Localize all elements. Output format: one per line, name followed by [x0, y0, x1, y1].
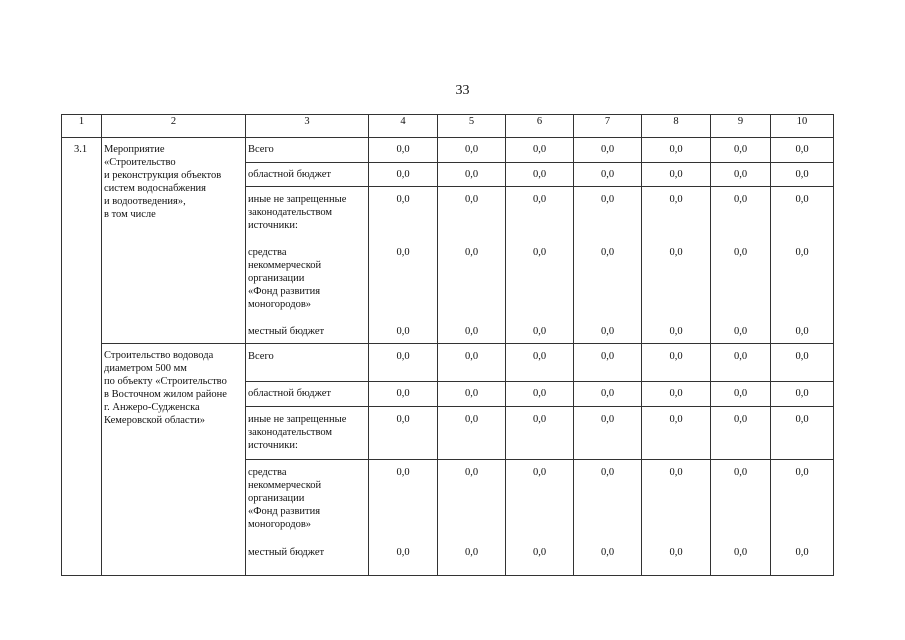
funding-source: средства некоммерческой организации «Фонд развития моногородов»: [248, 467, 322, 530]
value-cell: 0,0: [733, 169, 748, 180]
value-cell: 0,0: [464, 144, 479, 155]
value-cell: 0,0: [600, 144, 615, 155]
value-cell: 0,0: [600, 169, 615, 180]
value-cell: 0,0: [532, 194, 547, 205]
value-cell: 0,0: [396, 247, 410, 258]
value-cell: 0,0: [396, 414, 410, 425]
value-cell: 0,0: [600, 194, 615, 205]
header-cell: 6: [506, 115, 574, 138]
header-cell: 4: [369, 115, 438, 138]
value-cell: 0,0: [464, 467, 479, 478]
value-cell: 0,0: [600, 467, 615, 478]
value-cell: 0,0: [733, 351, 748, 362]
value-cell: 0,0: [669, 414, 683, 425]
table-row: [62, 138, 834, 163]
value-cell: 0,0: [795, 169, 809, 180]
funding-source: местный бюджет: [248, 547, 325, 558]
value-cell: 0,0: [532, 326, 547, 337]
value-cell: 0,0: [464, 326, 479, 337]
value-cell: 0,0: [464, 351, 479, 362]
value-cell: 0,0: [600, 326, 615, 337]
value-cell: 0,0: [669, 351, 683, 362]
funding-source: областной бюджет: [248, 169, 331, 180]
header-cell: 10: [771, 115, 834, 138]
value-cell: 0,0: [733, 144, 748, 155]
value-cell: 0,0: [396, 388, 410, 399]
header-cell: 9: [711, 115, 771, 138]
value-cell: 0,0: [396, 326, 410, 337]
funding-source: иные не запрещенные законодательством источники:: [248, 194, 347, 231]
value-cell: 0,0: [532, 169, 547, 180]
page-number: 33: [455, 83, 470, 98]
value-cell: 0,0: [396, 467, 410, 478]
value-cell: 0,0: [795, 326, 809, 337]
value-cell: 0,0: [669, 326, 683, 337]
value-cell: 0,0: [464, 169, 479, 180]
value-cell: 0,0: [795, 194, 809, 205]
value-cell: 0,0: [600, 247, 615, 258]
value-cell: 0,0: [795, 467, 809, 478]
value-cell: 0,0: [532, 547, 547, 558]
value-cell: 0,0: [396, 351, 410, 362]
value-cell: 0,0: [795, 547, 809, 558]
header-cell: 3: [246, 115, 369, 138]
value-cell: 0,0: [396, 194, 410, 205]
value-cell: 0,0: [795, 144, 809, 155]
header-cell: 8: [642, 115, 711, 138]
value-cell: 0,0: [396, 547, 410, 558]
header-cell: 5: [438, 115, 506, 138]
value-cell: 0,0: [464, 388, 479, 399]
value-cell: 0,0: [532, 388, 547, 399]
funding-source: местный бюджет: [248, 326, 325, 337]
header-cell: 2: [102, 115, 246, 138]
funding-source: иные не запрещенные законодательством источники:: [248, 414, 347, 451]
value-cell: 0,0: [795, 414, 809, 425]
value-cell: 0,0: [733, 247, 748, 258]
measure-description: Строительство водовода диаметром 500 мм по объекту «Строительство в Восточном жилом районе г. Анжеро-Судженска Кемеровской области»: [102, 344, 246, 576]
value-cell: 0,0: [396, 169, 410, 180]
value-cell: 0,0: [733, 326, 748, 337]
value-cell: 0,0: [464, 547, 479, 558]
value-cell: 0,0: [669, 247, 683, 258]
value-cell: 0,0: [669, 194, 683, 205]
value-cell: 0,0: [600, 388, 615, 399]
value-cell: 0,0: [669, 144, 683, 155]
value-cell: 0,0: [733, 467, 748, 478]
funding-source: областной бюджет: [248, 388, 331, 399]
value-cell: 0,0: [795, 351, 809, 362]
value-cell: 0,0: [600, 351, 615, 362]
row-number: 3.1: [62, 138, 102, 576]
value-cell: 0,0: [532, 467, 547, 478]
budget-table: [61, 114, 834, 576]
value-cell: 0,0: [795, 247, 809, 258]
value-cell: 0,0: [464, 247, 479, 258]
measure-description: Мероприятие «Строительство и реконструкция объектов систем водоснабжения и водоотведения», в том числе: [102, 138, 246, 344]
table-row: [62, 344, 834, 382]
value-cell: 0,0: [795, 388, 809, 399]
funding-source: средства некоммерческой организации «Фонд развития моногородов»: [248, 247, 322, 310]
funding-source: Всего: [248, 144, 274, 155]
value-cell: 0,0: [733, 547, 748, 558]
funding-source: Всего: [248, 351, 274, 362]
value-cell: 0,0: [532, 144, 547, 155]
value-cell: 0,0: [669, 467, 683, 478]
value-cell: 0,0: [733, 414, 748, 425]
value-cell: 0,0: [532, 247, 547, 258]
value-cell: 0,0: [600, 414, 615, 425]
value-cell: 0,0: [669, 547, 683, 558]
header-cell: 7: [574, 115, 642, 138]
value-cell: 0,0: [464, 194, 479, 205]
value-cell: 0,0: [669, 388, 683, 399]
value-cell: 0,0: [600, 547, 615, 558]
value-cell: 0,0: [733, 388, 748, 399]
value-cell: 0,0: [669, 169, 683, 180]
value-cell: 0,0: [532, 351, 547, 362]
value-cell: 0,0: [464, 414, 479, 425]
value-cell: 0,0: [733, 194, 748, 205]
header-cell: 1: [62, 115, 102, 138]
value-cell: 0,0: [396, 144, 410, 155]
value-cell: 0,0: [532, 414, 547, 425]
header-row: [62, 115, 834, 138]
